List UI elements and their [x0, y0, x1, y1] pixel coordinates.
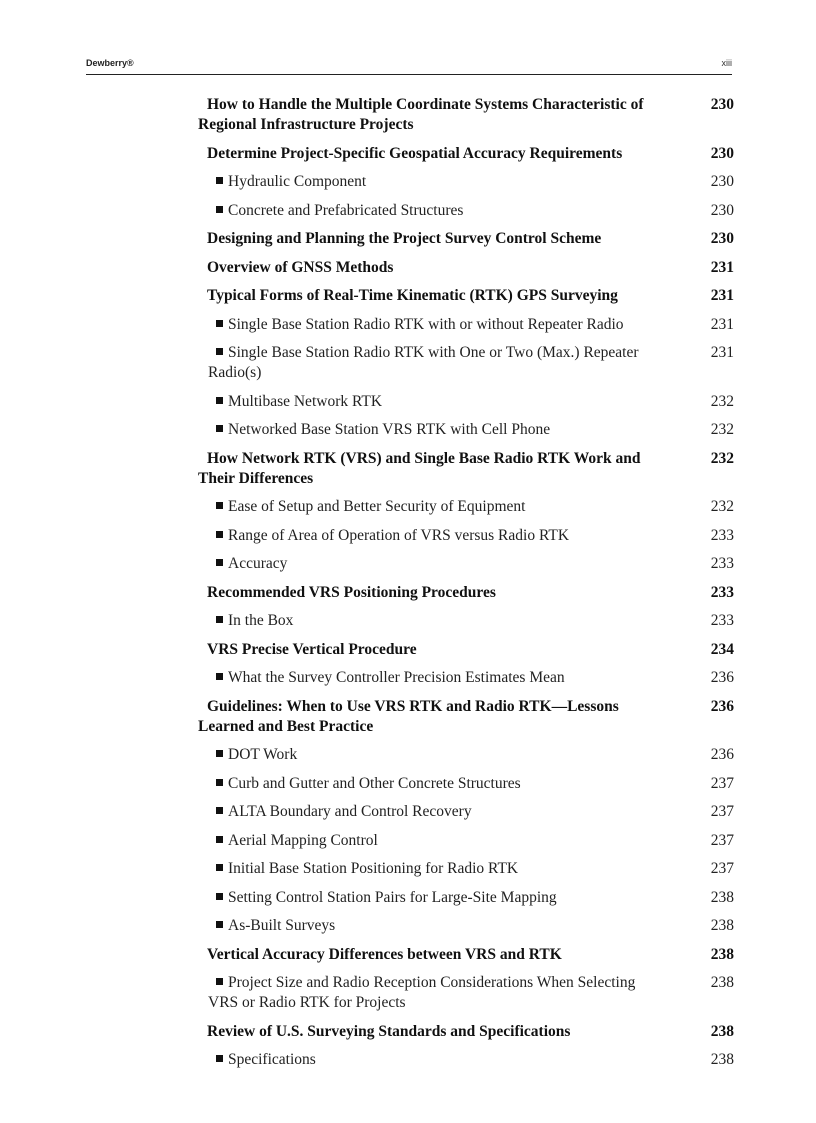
toc-subentry-title [198, 420, 668, 440]
toc-entry-label: Hydraulic Component [228, 173, 367, 190]
toc-heading-title [198, 449, 668, 489]
toc-subentry[interactable] [198, 1050, 734, 1070]
toc-subentry-title [198, 859, 668, 879]
bullet-square-icon [216, 425, 223, 432]
toc-page-number: 231 [710, 287, 734, 304]
toc-subentry[interactable] [198, 554, 734, 574]
toc-page-number: 233 [710, 583, 734, 601]
toc-entry-label: Setting Control Station Pairs for Large-Site Mapping [228, 888, 557, 906]
toc-heading-title [198, 229, 668, 249]
bullet-square-icon [216, 559, 223, 566]
toc-subentry-title [198, 201, 668, 221]
toc-page-number: 233 [710, 612, 734, 629]
toc-heading-entry[interactable] [198, 1022, 734, 1042]
toc-heading-title [198, 583, 668, 603]
toc-entry-label: Guidelines: When to Use VRS RTK and Radio RTK—Lessons Learned and Best Practice [198, 697, 619, 735]
toc-page-number: 231 [710, 258, 734, 276]
toc-entry-label: Overview of GNSS Methods [207, 258, 394, 276]
toc-entry-label: What the Survey Controller Precision Estimates Mean [228, 669, 565, 686]
toc-entry-label: Recommended VRS Positioning Procedures [207, 583, 496, 601]
toc-subentry-title [198, 315, 668, 335]
toc-heading-title [198, 697, 668, 737]
toc-heading-entry[interactable] [198, 95, 734, 135]
toc-page-number: 238 [710, 1022, 734, 1040]
toc-page-number: 230 [710, 173, 734, 190]
toc-page-number: 233 [710, 526, 734, 544]
toc-entry-label: ALTA Boundary and Control Recovery [228, 803, 472, 820]
toc-subentry-title [198, 774, 668, 794]
toc-entry-label: How Network RTK (VRS) and Single Base Radio RTK Work and Their Differences [198, 449, 641, 487]
toc-heading-title [198, 286, 668, 306]
toc-subentry-title [198, 831, 668, 851]
toc-subentry-title [198, 668, 668, 688]
toc-page-number: 233 [710, 555, 734, 572]
header-page-number: xiii [721, 58, 732, 68]
toc-page-number: 230 [710, 201, 734, 219]
toc-subentry[interactable] [198, 315, 734, 335]
toc-subentry-title [198, 526, 668, 546]
toc-subentry[interactable] [198, 668, 734, 688]
toc-heading-entry[interactable] [198, 286, 734, 306]
toc-page-number: 237 [710, 860, 734, 877]
toc-subentry-title [198, 554, 668, 574]
toc-entry-label: Range of Area of Operation of VRS versus Radio RTK [228, 526, 570, 544]
toc-page-number: 238 [710, 974, 734, 991]
toc-subentry[interactable] [198, 774, 734, 794]
running-header [86, 58, 732, 75]
toc-entry-label: Designing and Planning the Project Survey Control Scheme [207, 230, 602, 247]
toc-page-number: 238 [710, 945, 734, 963]
toc-page-number: 236 [710, 697, 734, 715]
toc-page-number: 230 [710, 96, 734, 113]
bullet-square-icon [216, 779, 223, 786]
table-of-contents [198, 95, 734, 1079]
toc-entry-label: Single Base Station Radio RTK with or without Repeater Radio [228, 315, 624, 333]
toc-subentry-title [198, 888, 668, 908]
toc-entry-label: Review of U.S. Surveying Standards and Specifications [207, 1022, 571, 1040]
toc-page-number: 238 [710, 888, 734, 906]
bullet-square-icon [216, 893, 223, 900]
toc-subentry-title [198, 745, 668, 765]
toc-entry-label: Single Base Station Radio RTK with One or Two (Max.) Repeater Radio(s) [208, 344, 639, 381]
toc-subentry[interactable] [198, 526, 734, 546]
toc-heading-title [198, 144, 668, 164]
toc-subentry[interactable] [198, 888, 734, 908]
toc-heading-entry[interactable] [198, 258, 734, 278]
bullet-square-icon [216, 531, 223, 538]
bullet-square-icon [216, 348, 223, 355]
toc-entry-label: Curb and Gutter and Other Concrete Structures [228, 774, 521, 792]
toc-subentry-title [198, 172, 668, 192]
toc-entry-label: Specifications [228, 1051, 316, 1068]
toc-subentry[interactable] [198, 802, 734, 822]
header-publisher: Dewberry® [86, 58, 134, 68]
bullet-square-icon [216, 750, 223, 757]
toc-heading-title [198, 1022, 668, 1042]
toc-subentry[interactable] [198, 831, 734, 851]
toc-subentry-title [198, 343, 668, 383]
toc-subentry[interactable] [198, 420, 734, 440]
bullet-square-icon [216, 673, 223, 680]
toc-page-number: 236 [710, 669, 734, 686]
toc-subentry[interactable] [198, 611, 734, 631]
toc-entry-label: Networked Base Station VRS RTK with Cell Phone [228, 421, 551, 438]
toc-subentry-title [198, 392, 668, 412]
bullet-square-icon [216, 978, 223, 985]
toc-entry-label: How to Handle the Multiple Coordinate Systems Characteristic of Regional Infrastructure Projects [198, 96, 644, 133]
toc-entry-label: Accuracy [228, 555, 288, 572]
bullet-square-icon [216, 807, 223, 814]
toc-heading-entry[interactable] [198, 144, 734, 164]
toc-page-number: 232 [710, 421, 734, 438]
bullet-square-icon [216, 397, 223, 404]
toc-heading-entry[interactable] [198, 945, 734, 965]
toc-page-number: 237 [710, 774, 734, 792]
bullet-square-icon [216, 921, 223, 928]
toc-entry-label: Initial Base Station Positioning for Radio RTK [228, 860, 519, 877]
toc-subentry-title [198, 611, 668, 631]
toc-subentry-title [198, 916, 668, 936]
toc-heading-entry[interactable] [198, 583, 734, 603]
bullet-square-icon [216, 502, 223, 509]
bullet-square-icon [216, 320, 223, 327]
bullet-square-icon [216, 177, 223, 184]
toc-subentry-title [198, 1050, 668, 1070]
toc-page-number: 236 [710, 746, 734, 763]
toc-page-number: 237 [710, 803, 734, 820]
toc-entry-label: Project Size and Radio Reception Considerations When Selecting VRS or Radio RTK for Projects [208, 974, 636, 1011]
toc-subentry[interactable] [198, 392, 734, 412]
toc-entry-label: Ease of Setup and Better Security of Equipment [228, 498, 526, 515]
toc-subentry[interactable] [198, 973, 734, 1013]
toc-page-number: 237 [710, 831, 734, 849]
toc-heading-entry[interactable] [198, 229, 734, 249]
toc-heading-title [198, 945, 668, 965]
toc-subentry[interactable] [198, 343, 734, 383]
toc-page-number: 232 [710, 498, 734, 515]
bullet-square-icon [216, 836, 223, 843]
toc-subentry[interactable] [198, 745, 734, 765]
toc-subentry[interactable] [198, 172, 734, 192]
toc-page-number: 232 [710, 449, 734, 467]
bullet-square-icon [216, 1055, 223, 1062]
toc-entry-label: Concrete and Prefabricated Structures [228, 201, 464, 219]
toc-entry-label: As-Built Surveys [228, 917, 336, 934]
bullet-square-icon [216, 206, 223, 213]
toc-heading-title [198, 95, 668, 135]
toc-heading-entry[interactable] [198, 697, 734, 737]
toc-subentry[interactable] [198, 497, 734, 517]
toc-entry-label: DOT Work [228, 746, 298, 763]
toc-subentry-title [198, 973, 668, 1013]
toc-page-number: 230 [710, 230, 734, 247]
toc-entry-label: VRS Precise Vertical Procedure [207, 640, 417, 658]
toc-entry-label: Determine Project-Specific Geospatial Accuracy Requirements [207, 144, 623, 162]
toc-subentry[interactable] [198, 201, 734, 221]
toc-page-number: 232 [710, 392, 734, 410]
toc-entry-label: Typical Forms of Real-Time Kinematic (RTK) GPS Surveying [207, 287, 618, 304]
toc-page-number: 231 [710, 315, 734, 333]
toc-entry-label: In the Box [228, 612, 294, 629]
toc-page-number: 231 [710, 344, 734, 361]
bullet-square-icon [216, 864, 223, 871]
toc-heading-title [198, 640, 668, 660]
toc-page-number: 230 [710, 144, 734, 162]
toc-heading-entry[interactable] [198, 449, 734, 489]
toc-page-number: 234 [710, 640, 734, 658]
toc-heading-entry[interactable] [198, 640, 734, 660]
toc-subentry-title [198, 497, 668, 517]
toc-page-number: 238 [710, 1051, 734, 1068]
toc-entry-label: Aerial Mapping Control [228, 831, 378, 849]
toc-entry-label: Multibase Network RTK [228, 392, 383, 410]
toc-page-number: 238 [710, 917, 734, 934]
bullet-square-icon [216, 616, 223, 623]
toc-entry-label: Vertical Accuracy Differences between VRS and RTK [207, 945, 562, 963]
toc-heading-title [198, 258, 668, 278]
toc-subentry-title [198, 802, 668, 822]
toc-subentry[interactable] [198, 916, 734, 936]
toc-subentry[interactable] [198, 859, 734, 879]
